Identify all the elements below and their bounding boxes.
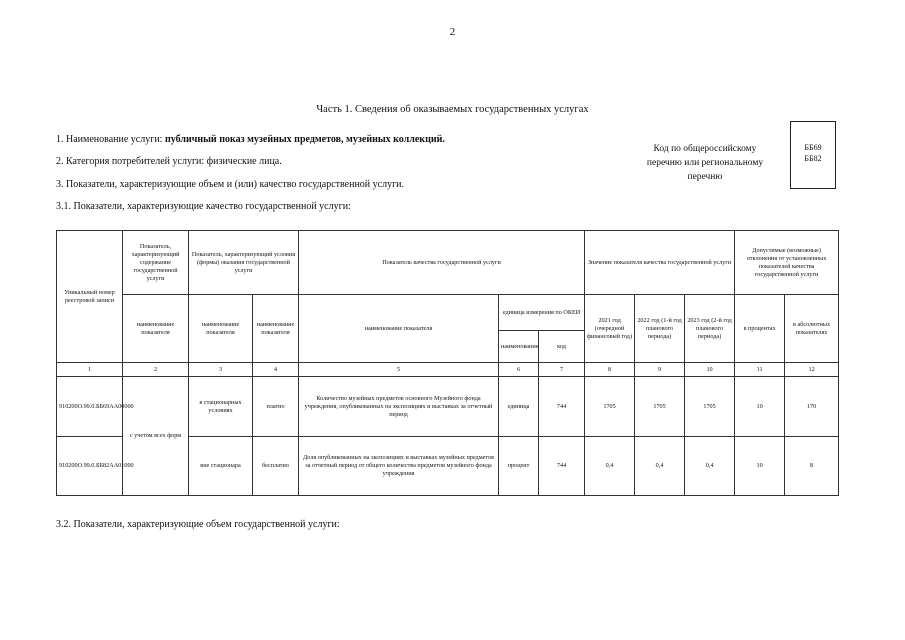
row-indicator-name: Количество музейных предметов основного Музейного фонда учреждения, опубликованных на экспозициях и выставках за отчетный период (299, 377, 499, 437)
code-label-line-2: перечню или региональному (646, 158, 764, 168)
row-unit-name: единица (499, 377, 539, 437)
row-deviation-percent: 10 (735, 437, 785, 496)
indicators-line: 3. Показатели, характеризующие объем и (или) качество государственной услуги. (56, 179, 405, 190)
header-unique-number: Уникальный номер реестровой записи (57, 231, 123, 363)
code-value-1: ББ69 (804, 143, 822, 152)
code-label (640, 142, 770, 184)
col-num: 8 (585, 363, 635, 377)
consumers-line: 2. Категория потребителей услуги: физические лица. (56, 156, 282, 167)
header-year-2021: 2021 год (очередной финансовый год) (585, 295, 635, 363)
row-unit-code: 744 (539, 437, 585, 496)
header-year-2023: 2023 год (2-й год планового периода) (685, 295, 735, 363)
header-unit-name: наименование (499, 331, 539, 363)
header-year-2022: 2022 год (1-й год планового периода) (635, 295, 685, 363)
row-condition2: бесплатно (253, 437, 299, 496)
header-content-indicator: Показатель, характеризующий содержание государственной услуги (123, 231, 189, 295)
col-num: 3 (189, 363, 253, 377)
header-indicator-name: наименование показателя (299, 295, 499, 363)
row-value-2022: 1705 (635, 377, 685, 437)
header-quality-indicator: Показатель качества государственной услуги (299, 231, 585, 295)
code-label-line-3: перечню (687, 172, 723, 182)
page-number: 2 (449, 26, 456, 38)
quality-indicators-table (56, 230, 839, 496)
col-num: 10 (685, 363, 735, 377)
header-unit-okei: единица измерения по ОКЕИ (499, 295, 585, 331)
row-value-2023: 0,4 (685, 437, 735, 496)
row-unique-number: 910200О.99.0.ББ82АА01000 (57, 437, 123, 496)
header-conditions-indicator: Показатель, характеризующий условия (формы) оказания государственной услуги (189, 231, 299, 295)
header-indicator-value: Значение показателя качества государственной услуги (585, 231, 735, 295)
col-num: 1 (57, 363, 123, 377)
header-deviation-absolute: в абсолютных показателях (785, 295, 839, 363)
header-allowed-deviation: Допустимые (возможные) отклонения от установленных показателей качества государственной услуги (735, 231, 839, 295)
col-num: 12 (785, 363, 839, 377)
table-row (57, 377, 839, 437)
col-num: 9 (635, 363, 685, 377)
header-deviation-percent: в процентах (735, 295, 785, 363)
col-num: 11 (735, 363, 785, 377)
row-deviation-absolute: 8 (785, 437, 839, 496)
header-content-name: наименование показателя (123, 295, 189, 363)
quality-indicators-heading: 3.1. Показатели, характеризующие качество государственной услуги: (56, 201, 351, 212)
header-condition1-name: наименование показателя (189, 295, 253, 363)
row-unique-number: 910200О.99.0.ББ69АА00000 (57, 377, 123, 437)
service-name-line (56, 134, 445, 145)
row-value-2021: 0,4 (585, 437, 635, 496)
row-deviation-absolute: 170 (785, 377, 839, 437)
code-box (790, 121, 836, 189)
code-label-line-1: Код по общероссийскому (653, 144, 757, 154)
column-numbers-row (57, 363, 839, 377)
row-deviation-percent: 10 (735, 377, 785, 437)
col-num: 5 (299, 363, 499, 377)
row-condition1: вне стационара (189, 437, 253, 496)
row-unit-name: процент (499, 437, 539, 496)
col-num: 6 (499, 363, 539, 377)
row-unit-code: 744 (539, 377, 585, 437)
row-value-2023: 1705 (685, 377, 735, 437)
service-name-label: 1. Наименование услуги: (56, 134, 165, 145)
header-condition2-name: наименование показателя (253, 295, 299, 363)
volume-indicators-heading: 3.2. Показатели, характеризующие объем государственной услуги: (56, 519, 340, 530)
row-value-2022: 0,4 (635, 437, 685, 496)
row-condition1: в стационарных условиях (189, 377, 253, 437)
col-num: 4 (253, 363, 299, 377)
col-num: 7 (539, 363, 585, 377)
row-indicator-name: Доля опубликованных на экспозициях и выставках музейных предметов за отчетный период от общего количества предметов музейного фонда учреждения (299, 437, 499, 496)
row-content-value: с учетом всех форм (123, 377, 189, 496)
service-name-value: публичный показ музейных предметов, музейных коллекций. (164, 134, 445, 145)
part-title: Часть 1. Сведения об оказываемых государственных услугах (316, 104, 589, 115)
header-unit-code: код (539, 331, 585, 363)
row-condition2: платно (253, 377, 299, 437)
col-num: 2 (123, 363, 189, 377)
code-value-2: ББ82 (804, 154, 822, 163)
row-value-2021: 1705 (585, 377, 635, 437)
